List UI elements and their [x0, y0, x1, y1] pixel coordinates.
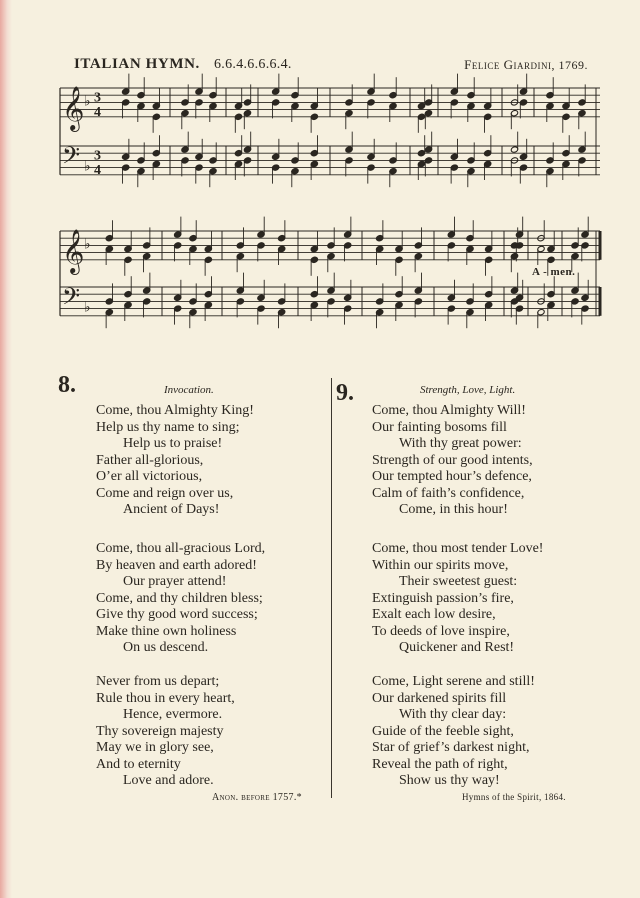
- verse-line: Strength of our good intents,: [372, 452, 533, 468]
- composer-name: Felice Giardini: [464, 57, 552, 72]
- treble-clef: 𝄞: [62, 85, 85, 130]
- verse-line: Exalt each low desire,: [372, 607, 496, 622]
- time-signature: 4: [94, 104, 101, 120]
- tune-name: ITALIAN HYMN.: [74, 56, 200, 72]
- hymn-9-attribution: Hymns of the Spirit, 1864.: [462, 792, 566, 802]
- verse-line: Within our spirits move,: [372, 557, 509, 573]
- key-flat: ♭: [84, 159, 91, 175]
- composer-year: , 1769.: [551, 58, 588, 72]
- verse-line: May we in glory see,: [96, 740, 214, 755]
- verse-line: Our prayer attend!: [123, 574, 227, 589]
- time-signature: 3: [94, 148, 101, 164]
- music-score: [0, 0, 640, 340]
- verse-line: Come, thou Almighty Will!: [372, 403, 526, 418]
- verse-line: With thy clear day:: [399, 707, 507, 722]
- hymn-9-stanza-3: [372, 674, 535, 790]
- verse-line: Father all-glorious,: [96, 452, 204, 468]
- verse-line: Come, thou most tender Love!: [372, 541, 544, 556]
- amen-label: A - men.: [532, 266, 576, 278]
- verse-line: Help us to praise!: [123, 436, 223, 451]
- tune-meter: 6.6.4.6.6.6.4.: [214, 57, 292, 72]
- hymn-9-stanza-1: [372, 403, 533, 519]
- hymn-title-9: Strength, Love, Light.: [420, 384, 516, 396]
- verse-line: Come and reign over us,: [96, 485, 234, 501]
- verse-line: Our darkened spirits fill: [372, 690, 507, 706]
- bass-clef: 𝄢: [62, 282, 81, 316]
- verse-line: Thy sovereign majesty: [96, 723, 224, 739]
- verse-line: Love and adore.: [123, 773, 214, 788]
- verse-line: Calm of faith’s confidence,: [372, 485, 525, 501]
- verse-line: Make thine own holiness: [96, 623, 237, 639]
- time-signature: 4: [94, 162, 101, 178]
- verse-line: Star of grief’s darkest night,: [372, 740, 530, 755]
- hymn-number-8: 8.: [58, 372, 76, 398]
- time-signature: 3: [94, 90, 101, 106]
- verse-line: Ancient of Days!: [123, 502, 220, 517]
- verse-line: Rule thou in every heart,: [96, 690, 235, 706]
- hymn-8-stanza-3: [96, 674, 235, 790]
- verse-line: To deeds of love inspire,: [372, 623, 510, 639]
- column-divider: [331, 378, 332, 798]
- hymn-number-9: 9.: [336, 380, 354, 406]
- verse-line: Show us thy way!: [399, 773, 500, 788]
- verse-line: Come, in this hour!: [399, 502, 508, 517]
- verse-line: Guide of the feeble sight,: [372, 723, 514, 739]
- verse-line: Come, thou Almighty King!: [96, 403, 254, 418]
- key-flat: ♭: [84, 300, 91, 316]
- verse-line: Extinguish passion’s fire,: [372, 590, 514, 606]
- verse-line: Our fainting bosoms fill: [372, 419, 507, 435]
- hymn-8-stanza-2: [96, 541, 265, 657]
- key-flat: ♭: [84, 94, 91, 110]
- hymn-title-8: Invocation.: [164, 384, 214, 396]
- verse-line: Come, and thy children bless;: [96, 590, 263, 606]
- verse-line: Give thy good word success;: [96, 607, 258, 622]
- verse-line: Their sweetest guest:: [399, 574, 518, 589]
- verse-line: Come, thou all-gracious Lord,: [96, 541, 266, 556]
- verse-line: By heaven and earth adored!: [96, 557, 257, 573]
- verse-line: Hence, evermore.: [123, 707, 223, 722]
- verse-line: With thy great power:: [399, 436, 522, 451]
- verse-line: Quickener and Rest!: [399, 640, 515, 655]
- verse-line: On us descend.: [123, 640, 209, 655]
- verse-line: Never from us depart;: [96, 674, 220, 689]
- hymn-8-stanza-1: [96, 403, 254, 519]
- verse-line: Our tempted hour’s defence,: [372, 469, 532, 484]
- verse-line: O’er all victorious,: [96, 469, 203, 484]
- hymn-8-attribution: Anon. before 1757.*: [212, 792, 302, 803]
- verse-line: Help us thy name to sing;: [96, 419, 240, 435]
- bass-clef: 𝄢: [62, 141, 81, 175]
- hymn-9-stanza-2: [372, 541, 543, 657]
- verse-line: Reveal the path of right,: [372, 756, 508, 772]
- key-flat: ♭: [84, 237, 91, 253]
- treble-clef: 𝄞: [62, 228, 85, 273]
- verse-line: Come, Light serene and still!: [372, 674, 535, 689]
- verse-line: And to eternity: [96, 756, 181, 772]
